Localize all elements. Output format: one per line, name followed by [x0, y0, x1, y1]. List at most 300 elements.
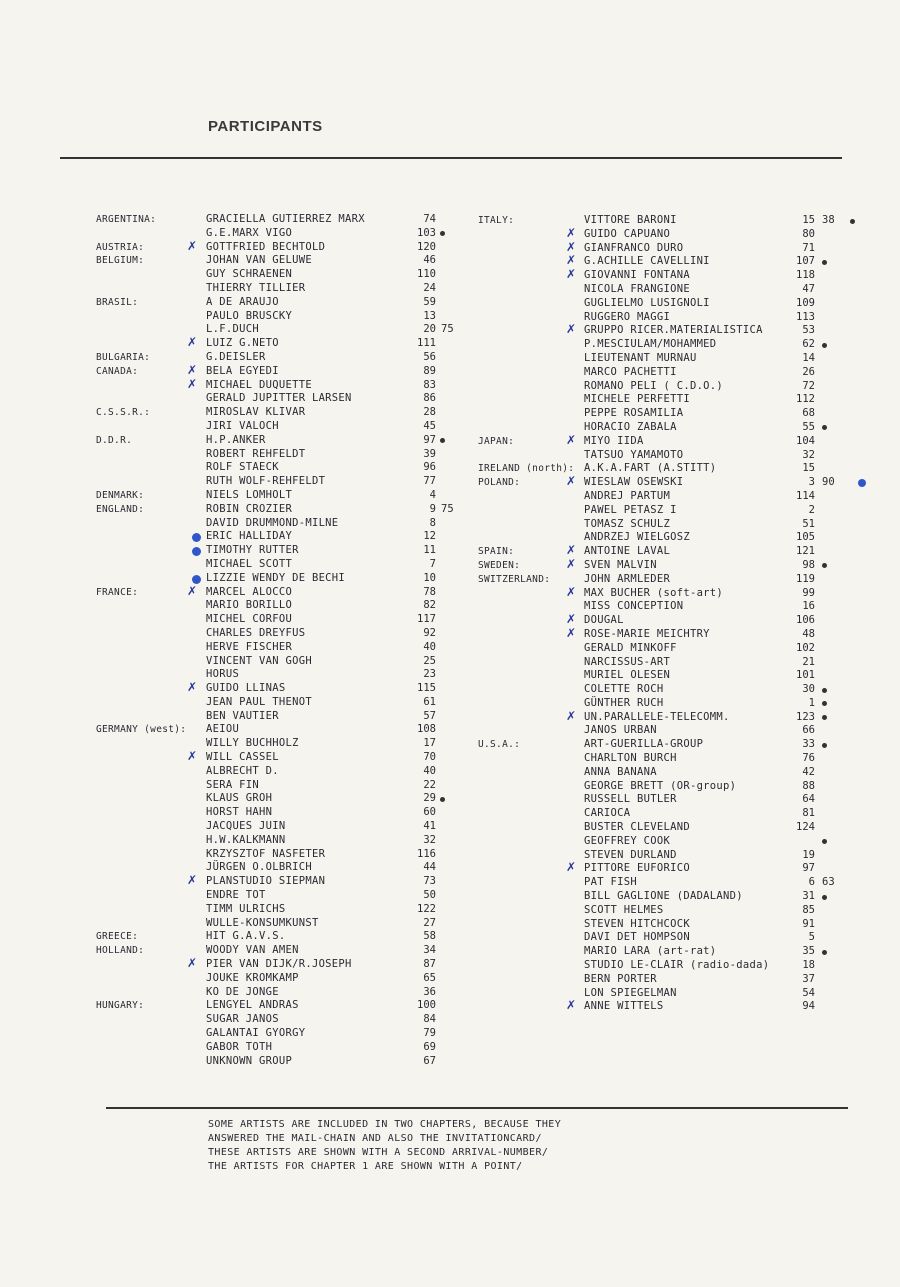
arrival-number: 105	[796, 531, 815, 544]
arrival-number: 59	[423, 295, 436, 308]
footnote	[208, 1118, 561, 1174]
participant-row	[478, 573, 898, 587]
participant-row	[96, 475, 476, 489]
participant-row	[96, 986, 476, 1000]
artist-name: CHARLTON BURCH	[584, 752, 677, 765]
arrival-number: 64	[802, 793, 815, 806]
handwritten-x-icon: ✗	[566, 432, 577, 447]
participant-row	[478, 421, 898, 435]
arrival-number: 54	[802, 986, 815, 999]
arrival-number: 11	[423, 544, 436, 557]
arrival-number: 16	[802, 600, 815, 613]
arrival-number: 24	[423, 281, 436, 294]
arrival-number: 53	[802, 324, 815, 337]
country-label: BULGARIA:	[96, 351, 151, 363]
participant-row	[96, 958, 476, 972]
arrival-number: 58	[423, 930, 436, 943]
arrival-number: 124	[796, 821, 815, 834]
artist-name: TATSUO YAMAMOTO	[584, 448, 684, 461]
country-label: SPAIN:	[478, 546, 515, 558]
arrival-number: 32	[423, 833, 436, 846]
handwritten-x-icon: ✗	[566, 860, 577, 875]
arrival-number: 27	[423, 916, 436, 929]
arrival-number: 103	[417, 226, 436, 239]
artist-name: LON SPIEGELMAN	[584, 986, 677, 999]
artist-name: BEN VAUTIER	[206, 709, 279, 722]
artist-name: G.DEISLER	[206, 350, 266, 363]
country-label: BRASIL:	[96, 296, 139, 308]
participant-row	[478, 584, 898, 601]
chapter-1-point-icon	[822, 563, 827, 568]
artist-name: MARIO BORILLO	[206, 599, 293, 612]
artist-name: NARCISSUS-ART	[584, 655, 671, 668]
participant-row	[96, 710, 476, 724]
arrival-number: 104	[796, 434, 815, 447]
arrival-number: 119	[796, 572, 815, 585]
participant-row	[96, 1055, 476, 1069]
second-arrival-number: 75	[441, 502, 454, 515]
arrival-number: 13	[423, 309, 436, 322]
arrival-number: 36	[423, 985, 436, 998]
arrival-number: 112	[796, 393, 815, 406]
artist-name: JEAN PAUL THENOT	[206, 695, 312, 708]
participant-row	[478, 959, 898, 973]
arrival-number: 89	[423, 364, 436, 377]
artist-name: ROBERT REHFELDT	[206, 447, 306, 460]
artist-name: HIT G.A.V.S.	[206, 930, 286, 943]
arrival-number: 67	[423, 1054, 436, 1067]
participant-row	[96, 806, 476, 820]
chapter-1-point-icon	[850, 219, 855, 224]
arrival-number: 18	[802, 959, 815, 972]
participant-row	[96, 613, 476, 627]
artist-name: ROMANO PELI ( C.D.O.)	[584, 379, 724, 392]
second-arrival-number: 38	[822, 214, 835, 226]
artist-name: H.P.ANKER	[206, 433, 266, 446]
artist-name: PAULO BRUSCKY	[206, 309, 293, 322]
artist-name: KLAUS GROH	[206, 792, 273, 805]
artist-name: BILL GAGLIONE (DADALAND)	[584, 890, 743, 903]
participant-row	[96, 489, 476, 503]
arrival-number: 76	[802, 752, 815, 765]
chapter-1-point-icon	[440, 438, 445, 443]
participant-row	[96, 517, 476, 531]
participant-row	[96, 1027, 476, 1041]
arrival-number: 15	[802, 214, 815, 226]
footnote-line: SOME ARTISTS ARE INCLUDED IN TWO CHAPTERS, BECAUSE THEY	[208, 1119, 562, 1130]
participant-row	[478, 918, 898, 932]
participant-row	[478, 849, 898, 863]
participant-row	[478, 738, 898, 752]
arrival-number: 96	[423, 461, 436, 474]
participant-row	[478, 531, 898, 545]
artist-name: LUIZ G.NETO	[206, 337, 279, 350]
handwritten-x-icon: ✗	[187, 680, 198, 695]
arrival-number: 25	[423, 654, 436, 667]
participants-left-column	[96, 213, 476, 1068]
participant-row	[478, 255, 898, 269]
arrival-number: 85	[802, 903, 815, 916]
artist-name: SCOTT HELMES	[584, 903, 664, 916]
participant-row	[478, 876, 898, 890]
participant-row	[478, 625, 898, 642]
participant-row	[96, 227, 476, 241]
arrival-number: 23	[423, 668, 436, 681]
arrival-number: 72	[802, 379, 815, 392]
participant-row	[478, 862, 898, 876]
artist-name: KRZYSZTOF NASFETER	[206, 847, 326, 860]
handwritten-x-icon: ✗	[566, 998, 577, 1013]
handwritten-x-icon: ✗	[187, 956, 198, 971]
artist-name: HORACIO ZABALA	[584, 420, 677, 433]
country-label: IRELAND (north):	[478, 463, 575, 475]
artist-name: GEOFFREY COOK	[584, 834, 671, 847]
participant-row	[96, 362, 476, 379]
participant-row	[478, 931, 898, 945]
participant-row	[96, 737, 476, 751]
country-label: JAPAN:	[478, 435, 515, 447]
arrival-number: 35	[802, 945, 815, 958]
arrival-number: 97	[802, 862, 815, 875]
arrival-number: 113	[796, 310, 815, 323]
participant-row	[478, 766, 898, 780]
arrival-number: 62	[802, 338, 815, 351]
bottom-divider	[106, 1107, 848, 1109]
artist-name: WILLY BUCHHOLZ	[206, 737, 299, 750]
arrival-number: 100	[417, 999, 436, 1012]
handwritten-x-icon: ✗	[566, 239, 577, 254]
participant-row	[478, 504, 898, 518]
arrival-number: 50	[423, 889, 436, 902]
chapter-1-point-icon	[822, 425, 827, 430]
arrival-number: 51	[802, 517, 815, 530]
artist-name: LIZZIE WENDY DE BECHI	[206, 571, 346, 584]
participant-row	[478, 366, 898, 380]
handwritten-x-icon: ✗	[187, 749, 198, 764]
participant-row	[96, 779, 476, 793]
participant-row	[478, 600, 898, 614]
footnote-line: THESE ARTISTS ARE SHOWN WITH A SECOND ARRIVAL-NUMBER/	[208, 1147, 549, 1158]
participant-row	[478, 614, 898, 628]
artist-name: DOUGAL	[584, 614, 624, 627]
arrival-number: 57	[423, 709, 436, 722]
artist-name: MISS CONCEPTION	[584, 600, 684, 613]
participant-row	[96, 751, 476, 765]
arrival-number: 65	[423, 971, 436, 984]
participant-row	[478, 214, 898, 228]
handwritten-x-icon: ✗	[566, 708, 577, 723]
artist-name: A DE ARAUJO	[206, 295, 279, 308]
participant-row	[478, 556, 898, 573]
artist-name: TOMASZ SCHULZ	[584, 517, 671, 530]
chapter-1-point-icon	[822, 688, 827, 693]
artist-name: MURIEL OLESEN	[584, 669, 671, 682]
artist-name: NICOLA FRANGIONE	[584, 282, 690, 295]
arrival-number: 88	[802, 779, 815, 792]
artist-name: GUY SCHRAENEN	[206, 268, 293, 281]
artist-name: JACQUES JUIN	[206, 820, 286, 833]
participant-row	[96, 696, 476, 710]
arrival-number: 102	[796, 641, 815, 654]
chapter-1-point-icon	[822, 701, 827, 706]
handwritten-x-icon: ✗	[566, 543, 577, 558]
second-arrival-number: 90	[822, 476, 835, 489]
arrival-number: 39	[423, 447, 436, 460]
participant-row	[478, 324, 898, 338]
arrival-number: 37	[802, 972, 815, 985]
artist-name: RUTH WOLF-REHFELDT	[206, 475, 326, 488]
arrival-number: 56	[423, 350, 436, 363]
arrival-number: 7	[429, 557, 436, 570]
participant-row	[478, 239, 898, 256]
country-label: U.S.A.:	[478, 739, 521, 751]
arrival-number: 70	[423, 751, 436, 764]
participant-row	[96, 820, 476, 834]
arrival-number: 3	[808, 476, 815, 489]
participant-row	[96, 530, 476, 544]
participant-row	[96, 296, 476, 310]
handwritten-x-icon: ✗	[187, 583, 198, 598]
participant-row	[478, 793, 898, 807]
artist-name: JOUKE KROMKAMP	[206, 971, 299, 984]
arrival-number: 74	[423, 213, 436, 225]
arrival-number: 22	[423, 778, 436, 791]
artist-name: HERVE FISCHER	[206, 640, 293, 653]
chapter-1-point-icon	[858, 479, 866, 487]
participant-row	[96, 599, 476, 613]
artist-name: MARCO PACHETTI	[584, 365, 677, 378]
participant-row	[478, 890, 898, 904]
artist-name: MICHEL CORFOU	[206, 613, 293, 626]
arrival-number: 87	[423, 958, 436, 971]
artist-name: UNKNOWN GROUP	[206, 1054, 293, 1067]
country-label: DENMARK:	[96, 489, 145, 501]
artist-name: ROBIN CROZIER	[206, 502, 293, 515]
participant-row	[96, 310, 476, 324]
participant-row	[478, 393, 898, 407]
participant-row	[96, 1013, 476, 1027]
participant-row	[96, 282, 476, 296]
handwritten-x-icon: ✗	[566, 253, 577, 268]
artist-name: NIELS LOMHOLT	[206, 488, 293, 501]
artist-name: BELA EGYEDI	[206, 364, 279, 377]
handwritten-x-icon: ✗	[566, 612, 577, 627]
participant-row	[96, 848, 476, 862]
country-label: HOLLAND:	[96, 945, 145, 957]
artist-name: ART-GUERILLA-GROUP	[584, 738, 704, 751]
participant-row	[96, 461, 476, 475]
arrival-number: 122	[417, 902, 436, 915]
arrival-number: 19	[802, 848, 815, 861]
country-label: C.S.S.R.:	[96, 407, 151, 419]
artist-name: VITTORE BARONI	[584, 214, 677, 226]
participant-row	[478, 338, 898, 352]
artist-name: H.W.KALKMANN	[206, 833, 286, 846]
participant-row	[478, 269, 898, 283]
participant-row	[96, 238, 476, 255]
top-divider	[60, 157, 842, 159]
participant-row	[96, 627, 476, 641]
arrival-number: 118	[796, 269, 815, 282]
participant-row	[96, 376, 476, 393]
arrival-number: 17	[423, 737, 436, 750]
participant-row	[478, 697, 898, 711]
artist-name: GUIDO LLINAS	[206, 682, 286, 695]
arrival-number: 12	[423, 530, 436, 543]
arrival-number: 9	[429, 502, 436, 515]
participant-row	[96, 323, 476, 337]
artist-name: RUGGERO MAGGI	[584, 310, 671, 323]
artist-name: GERALD MINKOFF	[584, 641, 677, 654]
arrival-number: 31	[802, 890, 815, 903]
chapter-1-point-icon	[822, 743, 827, 748]
participant-row	[478, 752, 898, 766]
participant-row	[96, 889, 476, 903]
artist-name: GABOR TOTH	[206, 1040, 273, 1053]
artist-name: MICHAEL DUQUETTE	[206, 378, 312, 391]
chapter-1-point-icon	[440, 797, 445, 802]
participant-row	[96, 917, 476, 931]
artist-name: PIER VAN DIJK/R.JOSEPH	[206, 958, 352, 971]
arrival-number: 86	[423, 392, 436, 405]
artist-name: JÜRGEN O.OLBRICH	[206, 861, 312, 874]
arrival-number: 20	[423, 323, 436, 336]
handwritten-x-icon: ✗	[566, 625, 577, 640]
country-label: BELGIUM:	[96, 255, 145, 267]
participant-row	[478, 283, 898, 297]
arrival-number: 40	[423, 640, 436, 653]
arrival-number: 5	[808, 931, 815, 944]
country-label: HUNGARY:	[96, 1000, 145, 1012]
country-label: ENGLAND:	[96, 503, 145, 515]
artist-name: WULLE-KONSUMKUNST	[206, 916, 319, 929]
artist-name: THIERRY TILLIER	[206, 281, 306, 294]
participant-row	[96, 558, 476, 572]
artist-name: JANOS URBAN	[584, 724, 657, 737]
arrival-number: 107	[796, 255, 815, 268]
participant-row	[96, 655, 476, 669]
arrival-number: 80	[802, 227, 815, 240]
participant-row	[96, 392, 476, 406]
participant-row	[96, 420, 476, 434]
artist-name: PITTORE EUFORICO	[584, 862, 690, 875]
participant-row	[96, 903, 476, 917]
country-label: FRANCE:	[96, 586, 139, 598]
artist-name: GUIDO CAPUANO	[584, 227, 671, 240]
participant-row	[478, 669, 898, 683]
artist-name: P.MESCIULAM/MOHAMMED	[584, 338, 717, 351]
participant-row	[478, 432, 898, 449]
artist-name: ANNE WITTELS	[584, 1000, 664, 1013]
page-title: PARTICIPANTS	[208, 118, 323, 135]
handwritten-x-icon: ✗	[566, 474, 577, 489]
artist-name: STEVEN DURLAND	[584, 848, 677, 861]
participant-row	[96, 668, 476, 682]
participant-row	[96, 572, 476, 586]
chapter-1-point-icon	[822, 895, 827, 900]
participant-row	[96, 503, 476, 517]
participant-row	[478, 835, 898, 849]
arrival-number: 106	[796, 614, 815, 627]
handwritten-x-icon: ✗	[187, 335, 198, 350]
chapter-1-point-icon	[822, 715, 827, 720]
country-label: ARGENTINA:	[96, 214, 157, 225]
artist-name: GIOVANNI FONTANA	[584, 269, 690, 282]
arrival-number: 120	[417, 240, 436, 253]
artist-name: UN.PARALLELE-TELECOMM.	[584, 710, 730, 723]
arrival-number: 121	[796, 545, 815, 558]
arrival-number: 42	[802, 765, 815, 778]
artist-name: MIYO IIDA	[584, 434, 644, 447]
handwritten-x-icon: ✗	[566, 225, 577, 240]
artist-name: PAT FISH	[584, 876, 637, 889]
artist-name: G.ACHILLE CAVELLINI	[584, 255, 710, 268]
arrival-number: 82	[423, 599, 436, 612]
artist-name: WOODY VAN AMEN	[206, 944, 299, 957]
artist-name: GUGLIELMO LUSIGNOLI	[584, 296, 710, 309]
arrival-number: 40	[423, 764, 436, 777]
arrival-number: 55	[802, 420, 815, 433]
arrival-number: 84	[423, 1013, 436, 1026]
arrival-number: 26	[802, 365, 815, 378]
artist-name: BERN PORTER	[584, 972, 657, 985]
handwritten-x-icon: ✗	[187, 376, 198, 391]
handwritten-x-icon: ✗	[566, 322, 577, 337]
artist-name: MICHAEL SCOTT	[206, 557, 293, 570]
chapter-1-point-icon	[822, 950, 827, 955]
arrival-number: 115	[417, 682, 436, 695]
arrival-number: 69	[423, 1040, 436, 1053]
participant-row	[478, 904, 898, 918]
arrival-number: 47	[802, 282, 815, 295]
participant-row	[96, 406, 476, 420]
chapter-1-point-icon	[822, 260, 827, 265]
participant-row	[96, 792, 476, 806]
arrival-number: 83	[423, 378, 436, 391]
artist-name: HORUS	[206, 668, 240, 681]
participant-row	[96, 641, 476, 655]
arrival-number: 6	[808, 876, 815, 889]
chapter-1-point-icon	[822, 343, 827, 348]
artist-name: VINCENT VAN GOGH	[206, 654, 312, 667]
artist-name: LENGYEL ANDRAS	[206, 999, 299, 1012]
artist-name: ANDRZEJ WIELGOSZ	[584, 531, 690, 544]
arrival-number: 8	[429, 516, 436, 529]
handwritten-x-icon: ✗	[187, 873, 198, 888]
arrival-number: 79	[423, 1027, 436, 1040]
arrival-number: 4	[429, 488, 436, 501]
participant-row	[96, 682, 476, 696]
participant-row	[478, 380, 898, 394]
country-label: CANADA:	[96, 365, 139, 377]
arrival-number: 45	[423, 419, 436, 432]
country-label: SWITZERLAND:	[478, 573, 551, 585]
artist-name: JIRI VALOCH	[206, 419, 279, 432]
footnote-line: ANSWERED THE MAIL-CHAIN AND ALSO THE INVITATIONCARD/	[208, 1133, 542, 1144]
arrival-number: 68	[802, 407, 815, 420]
artist-name: GOTTFRIED BECHTOLD	[206, 240, 326, 253]
participant-row	[478, 708, 898, 725]
artist-name: GRUPPO RICER.MATERIALISTICA	[584, 324, 763, 337]
participant-row	[96, 834, 476, 848]
participant-row	[478, 476, 898, 490]
artist-name: L.F.DUCH	[206, 323, 259, 336]
participant-row	[478, 225, 898, 242]
arrival-number: 10	[423, 571, 436, 584]
arrival-number: 46	[423, 254, 436, 267]
blue-dot-icon	[192, 547, 201, 556]
participant-row	[478, 807, 898, 821]
